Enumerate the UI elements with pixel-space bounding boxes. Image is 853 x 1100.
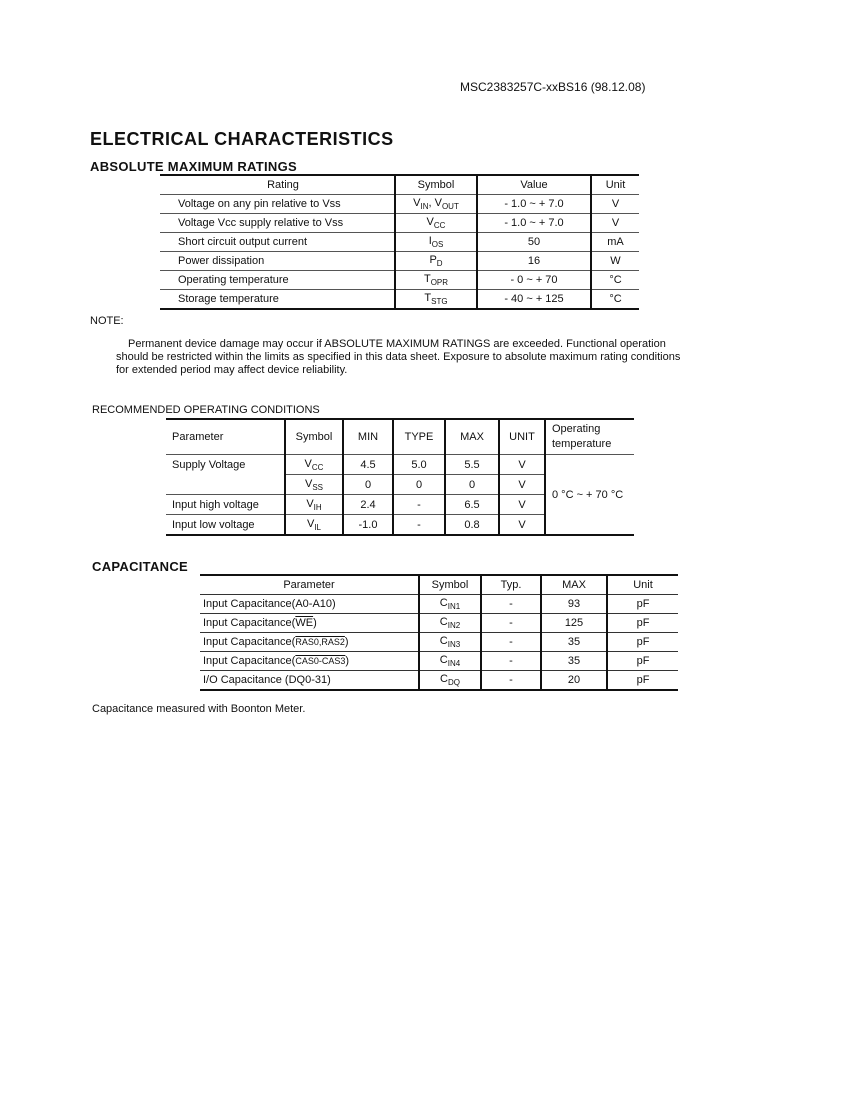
section-heading-capacitance: CAPACITANCE — [92, 559, 188, 574]
min-cell: -1.0 — [343, 515, 393, 536]
symbol-cell: $V_{IL}$ — [285, 515, 343, 536]
table-header-row — [200, 575, 678, 595]
capacitance-table — [200, 574, 678, 691]
table-row — [200, 652, 678, 671]
type-cell: 0 — [393, 475, 445, 495]
rating-cell: Voltage Vcc supply relative to Vss — [160, 214, 395, 233]
table-row — [200, 595, 678, 614]
unit-cell: V — [499, 475, 545, 495]
type-cell: - — [393, 515, 445, 536]
max-cell: 0 — [445, 475, 499, 495]
typ-cell: - — [481, 595, 541, 614]
param-cell: Input high voltage — [166, 495, 285, 515]
unit-cell: pF — [607, 614, 678, 633]
max-cell: 35 — [541, 633, 607, 652]
max-cell: 125 — [541, 614, 607, 633]
note-label: NOTE: — [90, 315, 124, 327]
symbol-cell: $T_{OPR}$ — [395, 271, 477, 290]
symbol-cell: $C_{IN2}$ — [419, 614, 481, 633]
table-row — [160, 252, 639, 271]
unit-cell: mA — [591, 233, 639, 252]
col-header: Symbol — [419, 575, 481, 595]
symbol-cell: $V_{IH}$ — [285, 495, 343, 515]
rating-cell: Storage temperature — [160, 290, 395, 310]
min-cell: 2.4 — [343, 495, 393, 515]
symbol-cell: $T_{STG}$ — [395, 290, 477, 310]
table-row — [160, 195, 639, 214]
col-header: Rating — [160, 175, 395, 195]
rating-cell: Operating temperature — [160, 271, 395, 290]
unit-cell: V — [499, 515, 545, 536]
unit-cell: W — [591, 252, 639, 271]
max-cell: 93 — [541, 595, 607, 614]
col-header: Symbol — [395, 175, 477, 195]
table-row — [166, 455, 634, 475]
rating-cell: Short circuit output current — [160, 233, 395, 252]
col-header: MAX — [445, 419, 499, 455]
typ-cell: - — [481, 633, 541, 652]
symbol-cell: $C_{IN1}$ — [419, 595, 481, 614]
max-cell: 6.5 — [445, 495, 499, 515]
col-header: Operating temperature — [545, 419, 634, 455]
unit-cell: pF — [607, 671, 678, 691]
table-row — [160, 271, 639, 290]
symbol-cell: $C_{DQ}$ — [419, 671, 481, 691]
unit-cell: pF — [607, 652, 678, 671]
col-header: Typ. — [481, 575, 541, 595]
max-cell: 35 — [541, 652, 607, 671]
document-id: MSC2383257C-xxBS16 (98.12.08) — [460, 80, 646, 94]
symbol-cell: $I_{OS}$ — [395, 233, 477, 252]
col-header: Unit — [607, 575, 678, 595]
col-header: MAX — [541, 575, 607, 595]
param-cell: Input Capacitance(A0-A10) — [200, 595, 419, 614]
unit-cell: °C — [591, 290, 639, 310]
param-cell — [166, 475, 285, 495]
note-text: Permanent device damage may occur if ABSOLUTE MAXIMUM RATINGS are exceeded. Functional operation should be restricted within the limits as specified in this data sheet. Exposure to absolute maximum rating conditions for extended period may affect device reliability. — [116, 338, 681, 376]
page-title: ELECTRICAL CHARACTERISTICS — [90, 129, 394, 149]
col-header: Symbol — [285, 419, 343, 455]
param-cell: I/O Capacitance (DQ0-31) — [200, 671, 419, 691]
rating-cell: Voltage on any pin relative to Vss — [160, 195, 395, 214]
symbol-cell: $C_{IN4}$ — [419, 652, 481, 671]
unit-cell: V — [591, 214, 639, 233]
unit-cell: V — [499, 455, 545, 475]
max-cell: 0.8 — [445, 515, 499, 536]
operating-temperature-cell: 0 °C ~ + 70 °C — [545, 455, 634, 536]
max-cell: 20 — [541, 671, 607, 691]
value-cell: 16 — [477, 252, 591, 271]
capacitance-footnote: Capacitance measured with Boonton Meter. — [92, 703, 306, 715]
symbol-cell: $P_D$ — [395, 252, 477, 271]
typ-cell: - — [481, 652, 541, 671]
value-cell: - 40 ~ + 125 — [477, 290, 591, 310]
symbol-cell: $C_{IN3}$ — [419, 633, 481, 652]
section-heading-recommended: RECOMMENDED OPERATING CONDITIONS — [92, 404, 320, 416]
value-cell: - 1.0 ~ + 7.0 — [477, 195, 591, 214]
absolute-max-table — [160, 174, 639, 310]
min-cell: 0 — [343, 475, 393, 495]
min-cell: 4.5 — [343, 455, 393, 475]
symbol-cell: $V_{SS}$ — [285, 475, 343, 495]
col-header: Unit — [591, 175, 639, 195]
param-cell: Supply Voltage — [172, 458, 246, 471]
recommended-conditions-table — [166, 418, 634, 536]
param-cell: Input $Capacitance(\overline{WE})$ — [200, 614, 419, 633]
unit-cell: pF — [607, 595, 678, 614]
value-cell: 50 — [477, 233, 591, 252]
unit-cell: °C — [591, 271, 639, 290]
typ-cell: - — [481, 671, 541, 691]
col-header: UNIT — [499, 419, 545, 455]
typ-cell: - — [481, 614, 541, 633]
table-header-row — [160, 175, 639, 195]
col-header: Parameter — [200, 575, 419, 595]
section-heading-absolute-max: ABSOLUTE MAXIMUM RATINGS — [90, 159, 298, 174]
param-cell: Input low voltage — [166, 515, 285, 536]
table-row — [200, 633, 678, 652]
type-cell: - — [393, 495, 445, 515]
unit-cell: pF — [607, 633, 678, 652]
symbol-cell: $V_{CC}$ — [395, 214, 477, 233]
param-cell: Input Capacitance(CAS0-CAS3) — [200, 652, 419, 671]
table-row — [160, 290, 639, 310]
unit-cell: V — [591, 195, 639, 214]
type-cell: 5.0 — [393, 455, 445, 475]
rating-cell: Power dissipation — [160, 252, 395, 271]
unit-cell: V — [499, 495, 545, 515]
max-cell: 5.5 — [445, 455, 499, 475]
symbol-cell: $V_{CC}$ — [285, 455, 343, 475]
table-row — [160, 233, 639, 252]
param-cell: Input Capacitance(RAS0,RAS2) — [200, 633, 419, 652]
table-row — [200, 614, 678, 633]
table-header-row — [166, 419, 634, 455]
col-header: Parameter — [166, 419, 285, 455]
table-row — [160, 214, 639, 233]
symbol-cell: $V_{IN}$, $V_{OUT}$ — [395, 195, 477, 214]
table-row — [200, 671, 678, 691]
value-cell: - 1.0 ~ + 7.0 — [477, 214, 591, 233]
col-header: Value — [477, 175, 591, 195]
col-header: MIN — [343, 419, 393, 455]
col-header: TYPE — [393, 419, 445, 455]
value-cell: - 0 ~ + 70 — [477, 271, 591, 290]
